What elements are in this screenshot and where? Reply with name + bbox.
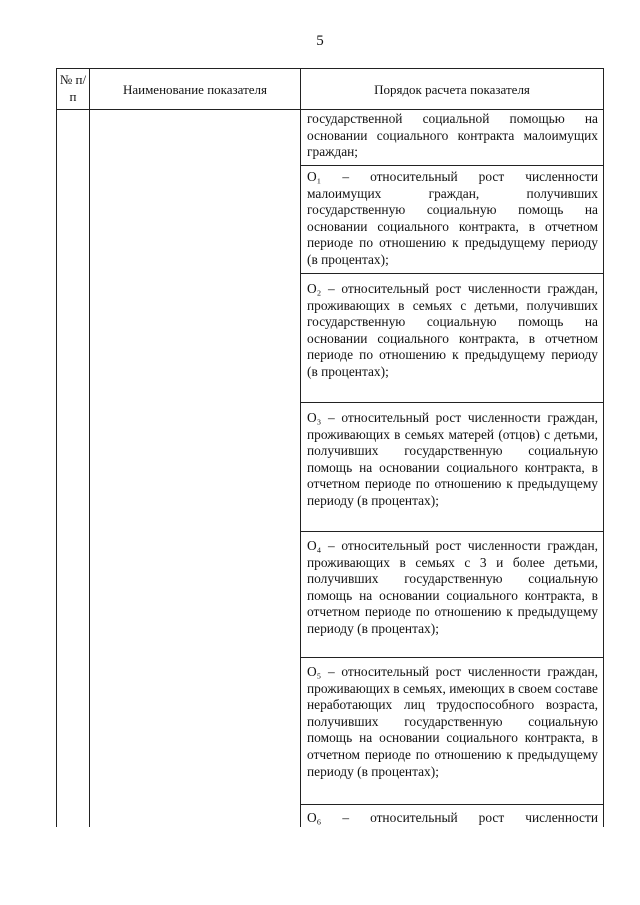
row-divider: [300, 531, 604, 532]
calc-text-o2: O₂ – относительный рост численности граждан, проживающих в семьях с детьми, получивших государственную социальную помощь на основании социального контракта, в отчетном периоде по отношению к предыдущему периоду (в процентах);: [307, 281, 598, 379]
column-divider-2: [300, 68, 301, 827]
header-divider: [56, 109, 604, 110]
calc-text-continuation: государственной социальной помощью на основании социального контракта малоимущих граждан;: [307, 111, 598, 160]
header-calc: Порядок расчета показателя: [374, 82, 530, 97]
row-divider: [300, 402, 604, 403]
table-border-left: [56, 68, 57, 827]
calc-text-o4: O₄ – относительный рост численности граждан, проживающих в семьях с 3 и более детьми, получивших государственную социальную помощь на основании социального контракта, в отчетном периоде по отношению к предыдущему периоду (в процентах);: [307, 538, 598, 636]
indicator-table: [56, 68, 604, 827]
row-divider: [300, 273, 604, 274]
row-divider: [300, 165, 604, 166]
calc-text-o1: O₁ – относительный рост численности малоимущих граждан, получивших государственную социальную помощь на основании социального контракта, в отчетном периоде по отношению к предыдущему периоду (в процентах);: [307, 169, 598, 267]
table-border-top: [56, 68, 604, 69]
header-num: № п/п: [59, 72, 87, 104]
row-divider: [300, 804, 604, 805]
column-divider-1: [89, 68, 90, 827]
calc-text-o3: O₃ – относительный рост численности граждан, проживающих в семьях матерей (отцов) с детьми, получивших государственную социальную помощь на основании социального контракта, в отчетном периоде по отношению к предыдущему периоду (в процентах);: [307, 410, 598, 508]
page-number: 5: [316, 33, 324, 49]
table-border-right: [603, 68, 604, 827]
row-divider: [300, 657, 604, 658]
header-name: Наименование показателя: [122, 82, 268, 97]
calc-text-o5: O₅ – относительный рост численности граждан, проживающих в семьях, имеющих в своем составе неработающих лиц трудоспособного возраста, получивших государственную социальную помощь на основании социального контракта, в отчетном периоде по отношению к предыдущему периоду (в процентах);: [307, 664, 598, 779]
calc-text-o6: O₆ – относительный рост численности: [307, 810, 598, 825]
